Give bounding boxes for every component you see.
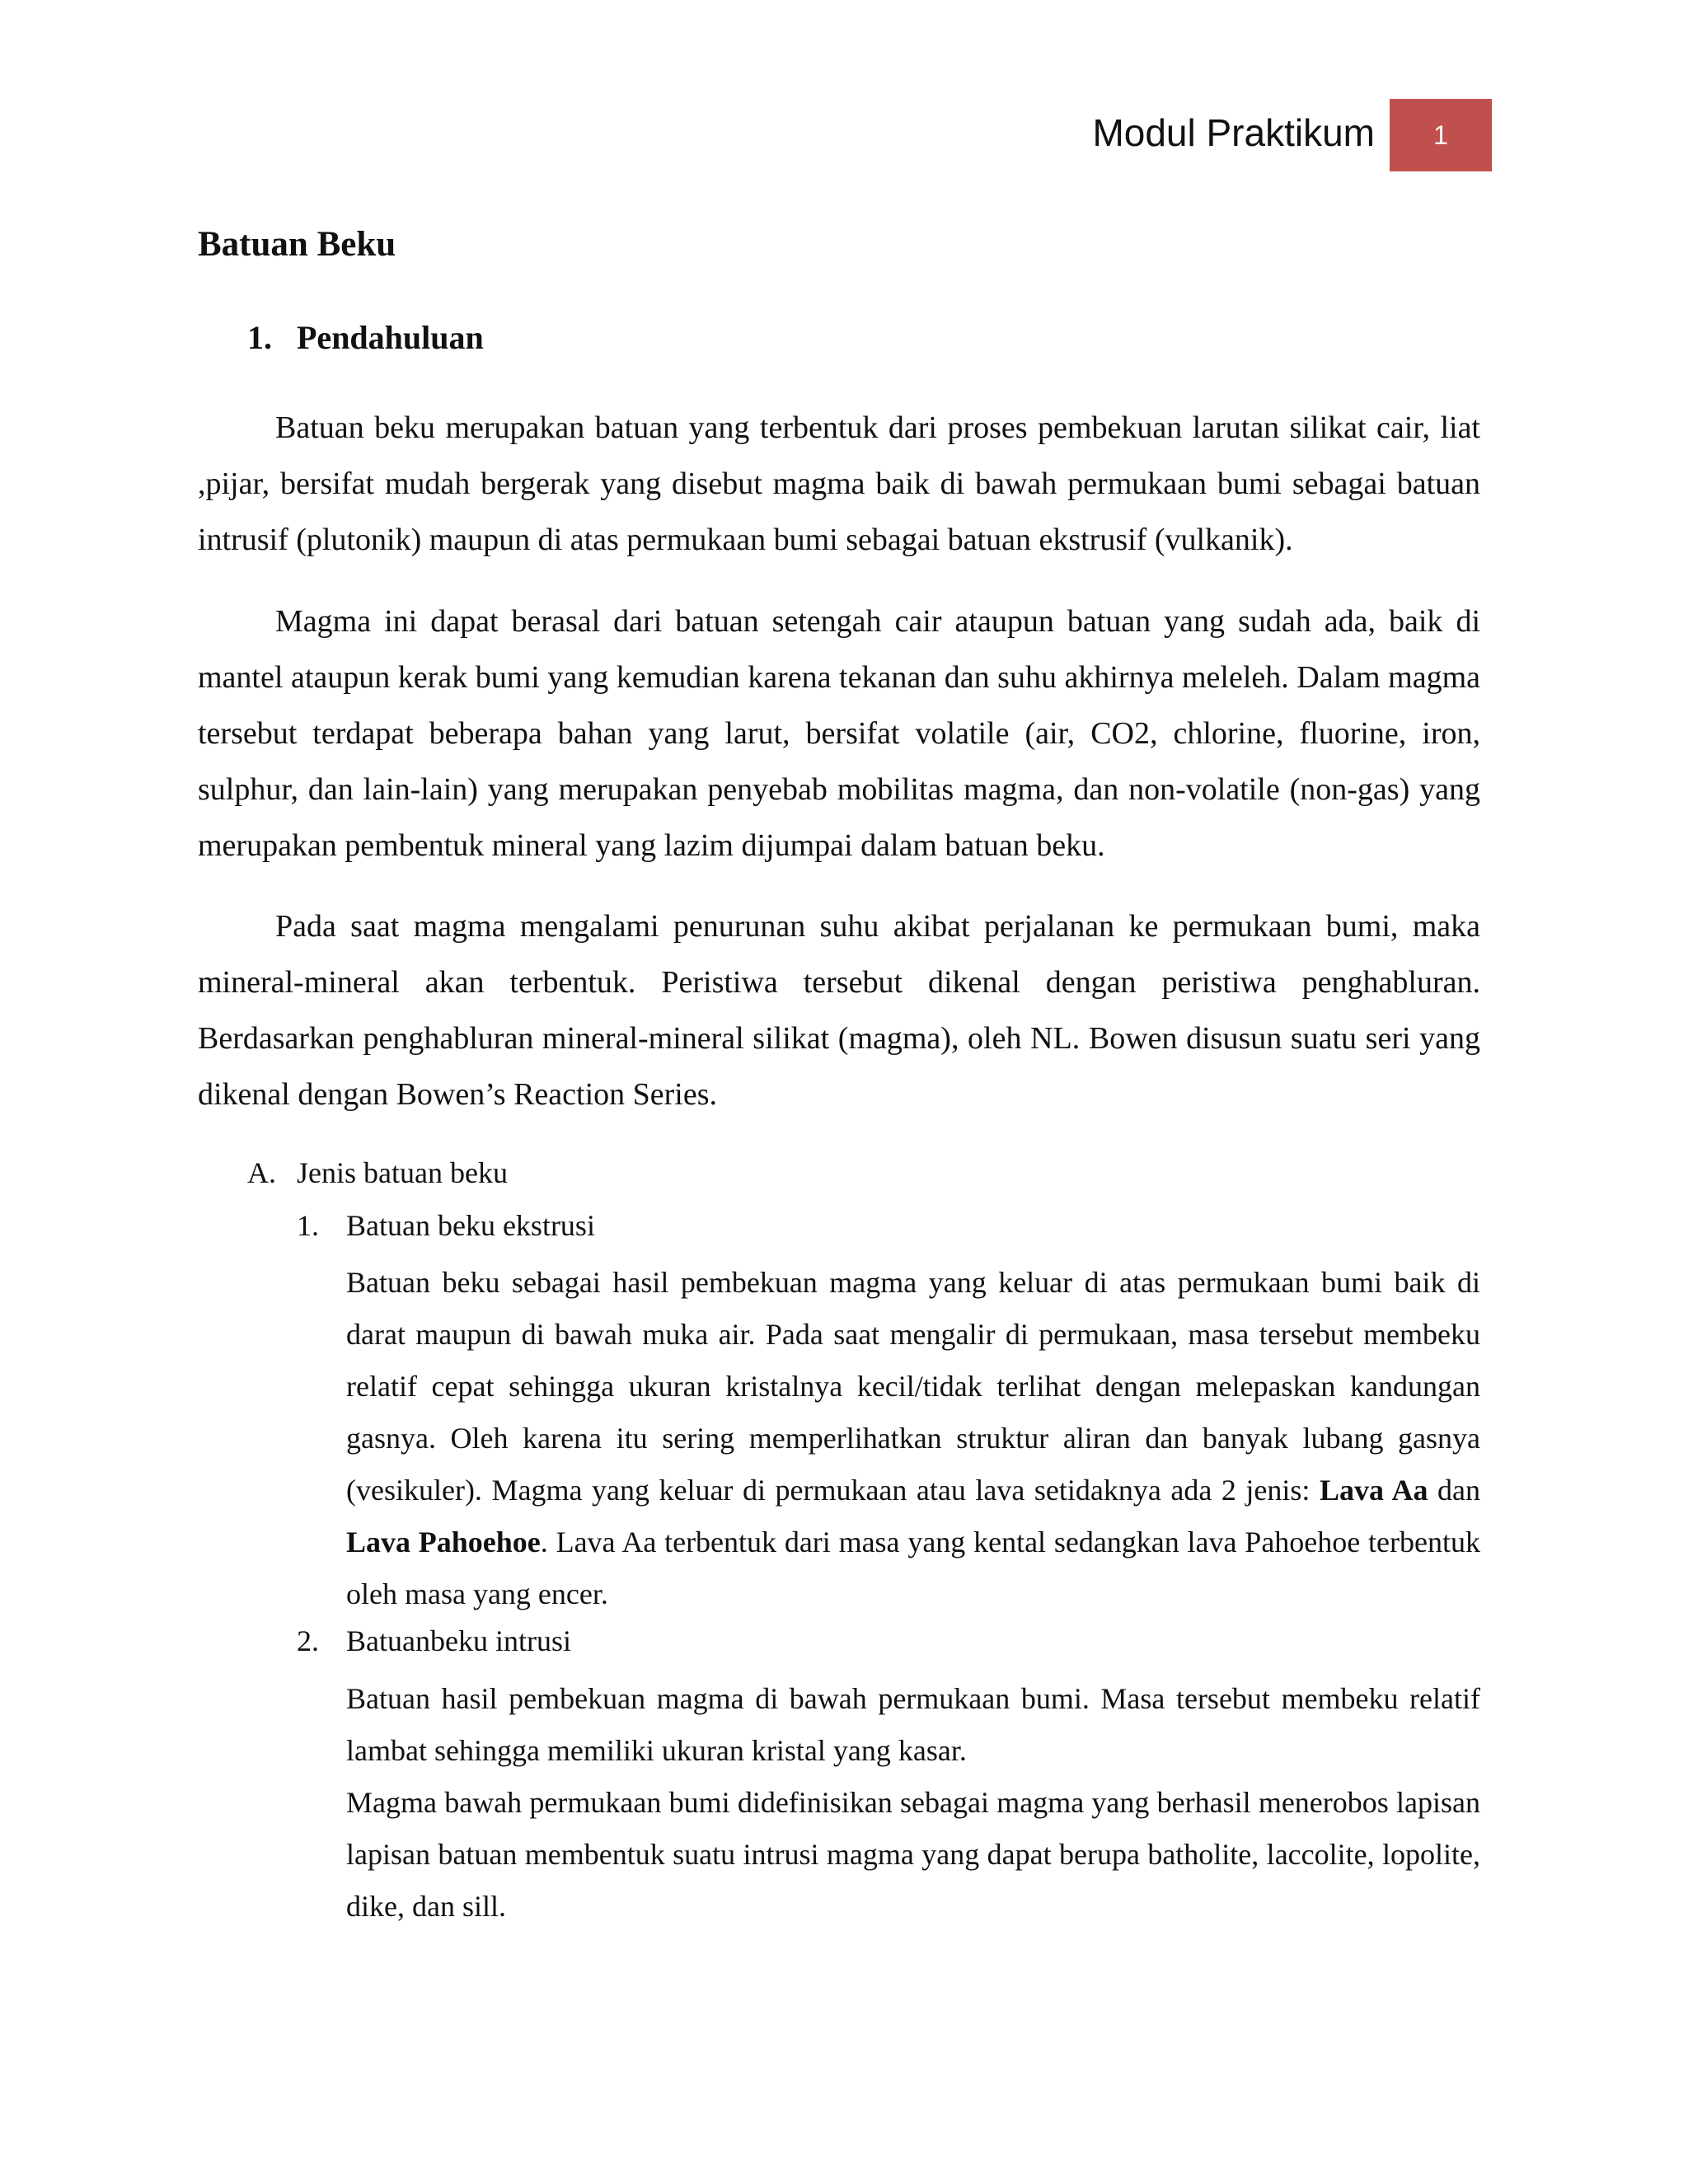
list-item-body: Batuan hasil pembekuan magma di bawah permukaan bumi. Masa tersebut membeku relatif lambat sehingga memiliki ukuran kristal yang kasar.: [346, 1682, 1480, 1767]
list-item-title: [297, 1208, 595, 1243]
subsection-label: A.: [247, 1156, 276, 1189]
paragraph-1: [198, 400, 1480, 568]
paragraph-1-text: Batuan beku merupakan batuan yang terbentuk dari proses pembekuan larutan silikat cair, liat ,pijar, bersifat mudah bergerak yang disebut magma baik di bawah permukaan bumi sebagai batuan intrusif (plutonik) maupun di atas permukaan bumi sebagai batuan ekstrusif (vulkanik).: [198, 410, 1480, 557]
subsection-heading: [247, 1155, 508, 1190]
list-item-title-text: Batuan beku ekstrusi: [346, 1209, 595, 1242]
list-item-body-text: . Lava Aa terbentuk dari masa yang kental sedangkan lava Pahoehoe terbentuk oleh masa yang encer.: [346, 1526, 1480, 1610]
section-heading: [247, 318, 484, 357]
bold-term-lava-aa: Lava Aa: [1319, 1474, 1428, 1507]
list-item-body: [346, 1257, 1480, 1620]
paragraph-2: [198, 593, 1480, 874]
list-item-body: Magma bawah permukaan bumi didefinisikan sebagai magma yang berhasil menerobos lapisan lapisan batuan membentuk suatu intrusi magma yang dapat berupa batholite, laccolite, lopolite, dike, dan sill.: [346, 1786, 1480, 1923]
section-title: Pendahuluan: [297, 319, 484, 356]
bold-term-lava-pahoehoe: Lava Pahoehoe: [346, 1526, 541, 1558]
paragraph-3: [198, 898, 1480, 1122]
list-item-title-text: Batuanbeku intrusi: [346, 1624, 571, 1657]
document-title: Batuan Beku: [198, 225, 396, 264]
section-number: 1.: [247, 319, 272, 356]
subsection-title: Jenis batuan beku: [297, 1156, 508, 1189]
list-item-body-text: dan: [1428, 1474, 1481, 1507]
page-number-badge: 1: [1390, 99, 1492, 171]
list-item-body-text: Batuan beku sebagai hasil pembekuan magma yang keluar di atas permukaan bumi baik di darat maupun di bawah muka air. Pada saat mengalir di permukaan, masa tersebut membeku relatif cepat sehingga ukuran kristalnya kecil/tidak terlihat dengan melepaskan kandungan gasnya. Oleh karena itu sering memperlihatkan struktur aliran dan banyak lubang gasnya (vesikuler). Magma yang keluar di permukaan atau lava setidaknya ada 2 jenis:: [346, 1266, 1480, 1507]
paragraph-3-text: Pada saat magma mengalami penurunan suhu akibat perjalanan ke permukaan bumi, maka mineral-mineral akan terbentuk. Peristiwa tersebut dikenal dengan peristiwa penghabluran. Berdasarkan penghabluran mineral-mineral silikat (magma), oleh NL. Bowen disusun suatu seri yang dikenal dengan Bowen’s Reaction Series.: [198, 909, 1480, 1112]
paragraph-2-text: Magma ini dapat berasal dari batuan setengah cair ataupun batuan yang sudah ada, baik di mantel ataupun kerak bumi yang kemudian karena tekanan dan suhu akhirnya meleleh. Dalam magma tersebut terdapat beberapa bahan yang larut, bersifat volatile (air, CO2, chlorine, fluorine, iron, sulphur, dan lain-lain) yang merupakan penyebab mobilitas magma, dan non-volatile (non-gas) yang merupakan pembentuk mineral yang lazim dijumpai dalam batuan beku.: [198, 604, 1480, 863]
list-item-number: 2.: [297, 1624, 319, 1657]
header-title: Modul Praktikum: [1092, 111, 1375, 154]
page-header: [0, 99, 1492, 171]
list-item-number: 1.: [297, 1209, 319, 1242]
list-item-title: [297, 1624, 571, 1658]
